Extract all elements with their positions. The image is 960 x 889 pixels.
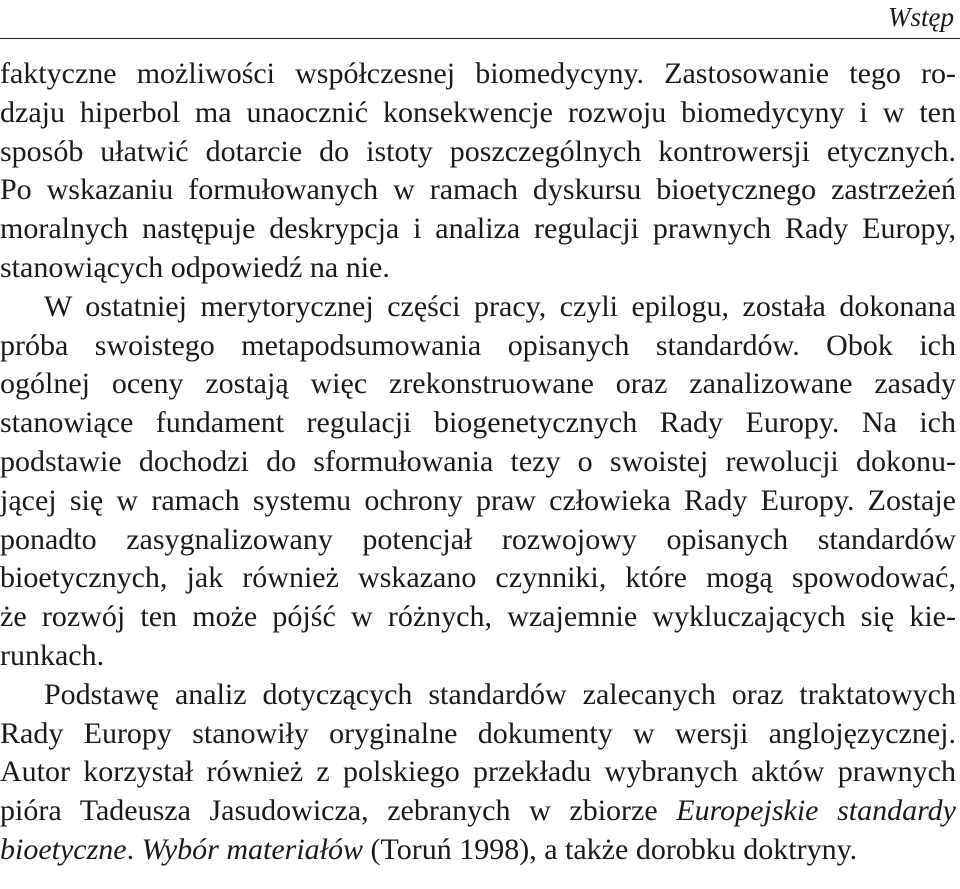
text-line: Po wskazaniu formułowanych w ramach dyskursu bioetycznego zastrzeżeń [0,173,956,207]
text-line: próba swoistego metapodsumowania opisanych standardów. Obok ich [0,328,956,362]
text-line: faktyczne możliwości współczesnej biomedycyny. Zastosowanie tego ro- [0,57,956,90]
text-run: pióra Tadeusza Jasudowicza, zebranych w zbiorze [0,794,677,828]
text-run: . [126,832,142,866]
text-line: Rady Europy stanowiły oryginalne dokumenty w wersji anglojęzycznej. [0,716,956,750]
text-run: (Toruń 1998), a także dorobku doktryny. [363,832,858,866]
text-line: sposób ułatwić dotarcie do istoty poszczególnych kontrowersji etycznych. [0,134,956,168]
text-line: runkach. [0,638,105,672]
text-line: dzaju hiperbol ma unaocznić konsekwencje rozwoju biomedycyny i w ten [0,95,956,129]
text-line: bioetycznych, jak również wskazano czynniki, które mogą spowodować, [0,561,956,595]
text-line: podstawie dochodzi do sformułowania tezy o swoistej rewolucji dokonu- [0,444,956,478]
text-line: ogólnej oceny zostają więc zrekonstruowane oraz zanalizowane zasady [0,367,956,401]
text-line: W ostatniej merytorycznej części pracy, czyli epilogu, została dokonana [44,289,956,323]
body-text [0,55,956,870]
text-line: stanowiących odpowiedź na nie. [0,250,390,284]
running-head-title: Wstęp [888,2,954,32]
text-line: jącej się w ramach systemu ochrony praw człowieka Rady Europy. Zostaje [0,483,956,517]
header-rule [0,38,960,39]
text-line: ponadto zasygnalizowany potencjał rozwojowy opisanych standardów [0,522,956,556]
text-line: Podstawę analiz dotyczących standardów zalecanych oraz traktatowych [44,677,956,711]
book-title-italic: bioetyczne [0,832,127,866]
text-line [0,831,956,870]
text-line: Autor korzystał również z polskiego przekładu wybranych aktów prawnych [0,755,956,789]
text-line: że rozwój ten może pójść w różnych, wzajemnie wykluczających się kie- [0,600,956,634]
text-line [0,792,956,831]
book-subtitle-italic: Wybór materiałów [141,832,364,866]
book-title-italic: Europejskie standardy [676,794,956,828]
text-line: stanowiące fundament regulacji biogenetycznych Rady Europy. Na ich [0,406,956,440]
text-line: moralnych następuje deskrypcja i analiza regulacji prawnych Rady Europy, [0,212,956,246]
